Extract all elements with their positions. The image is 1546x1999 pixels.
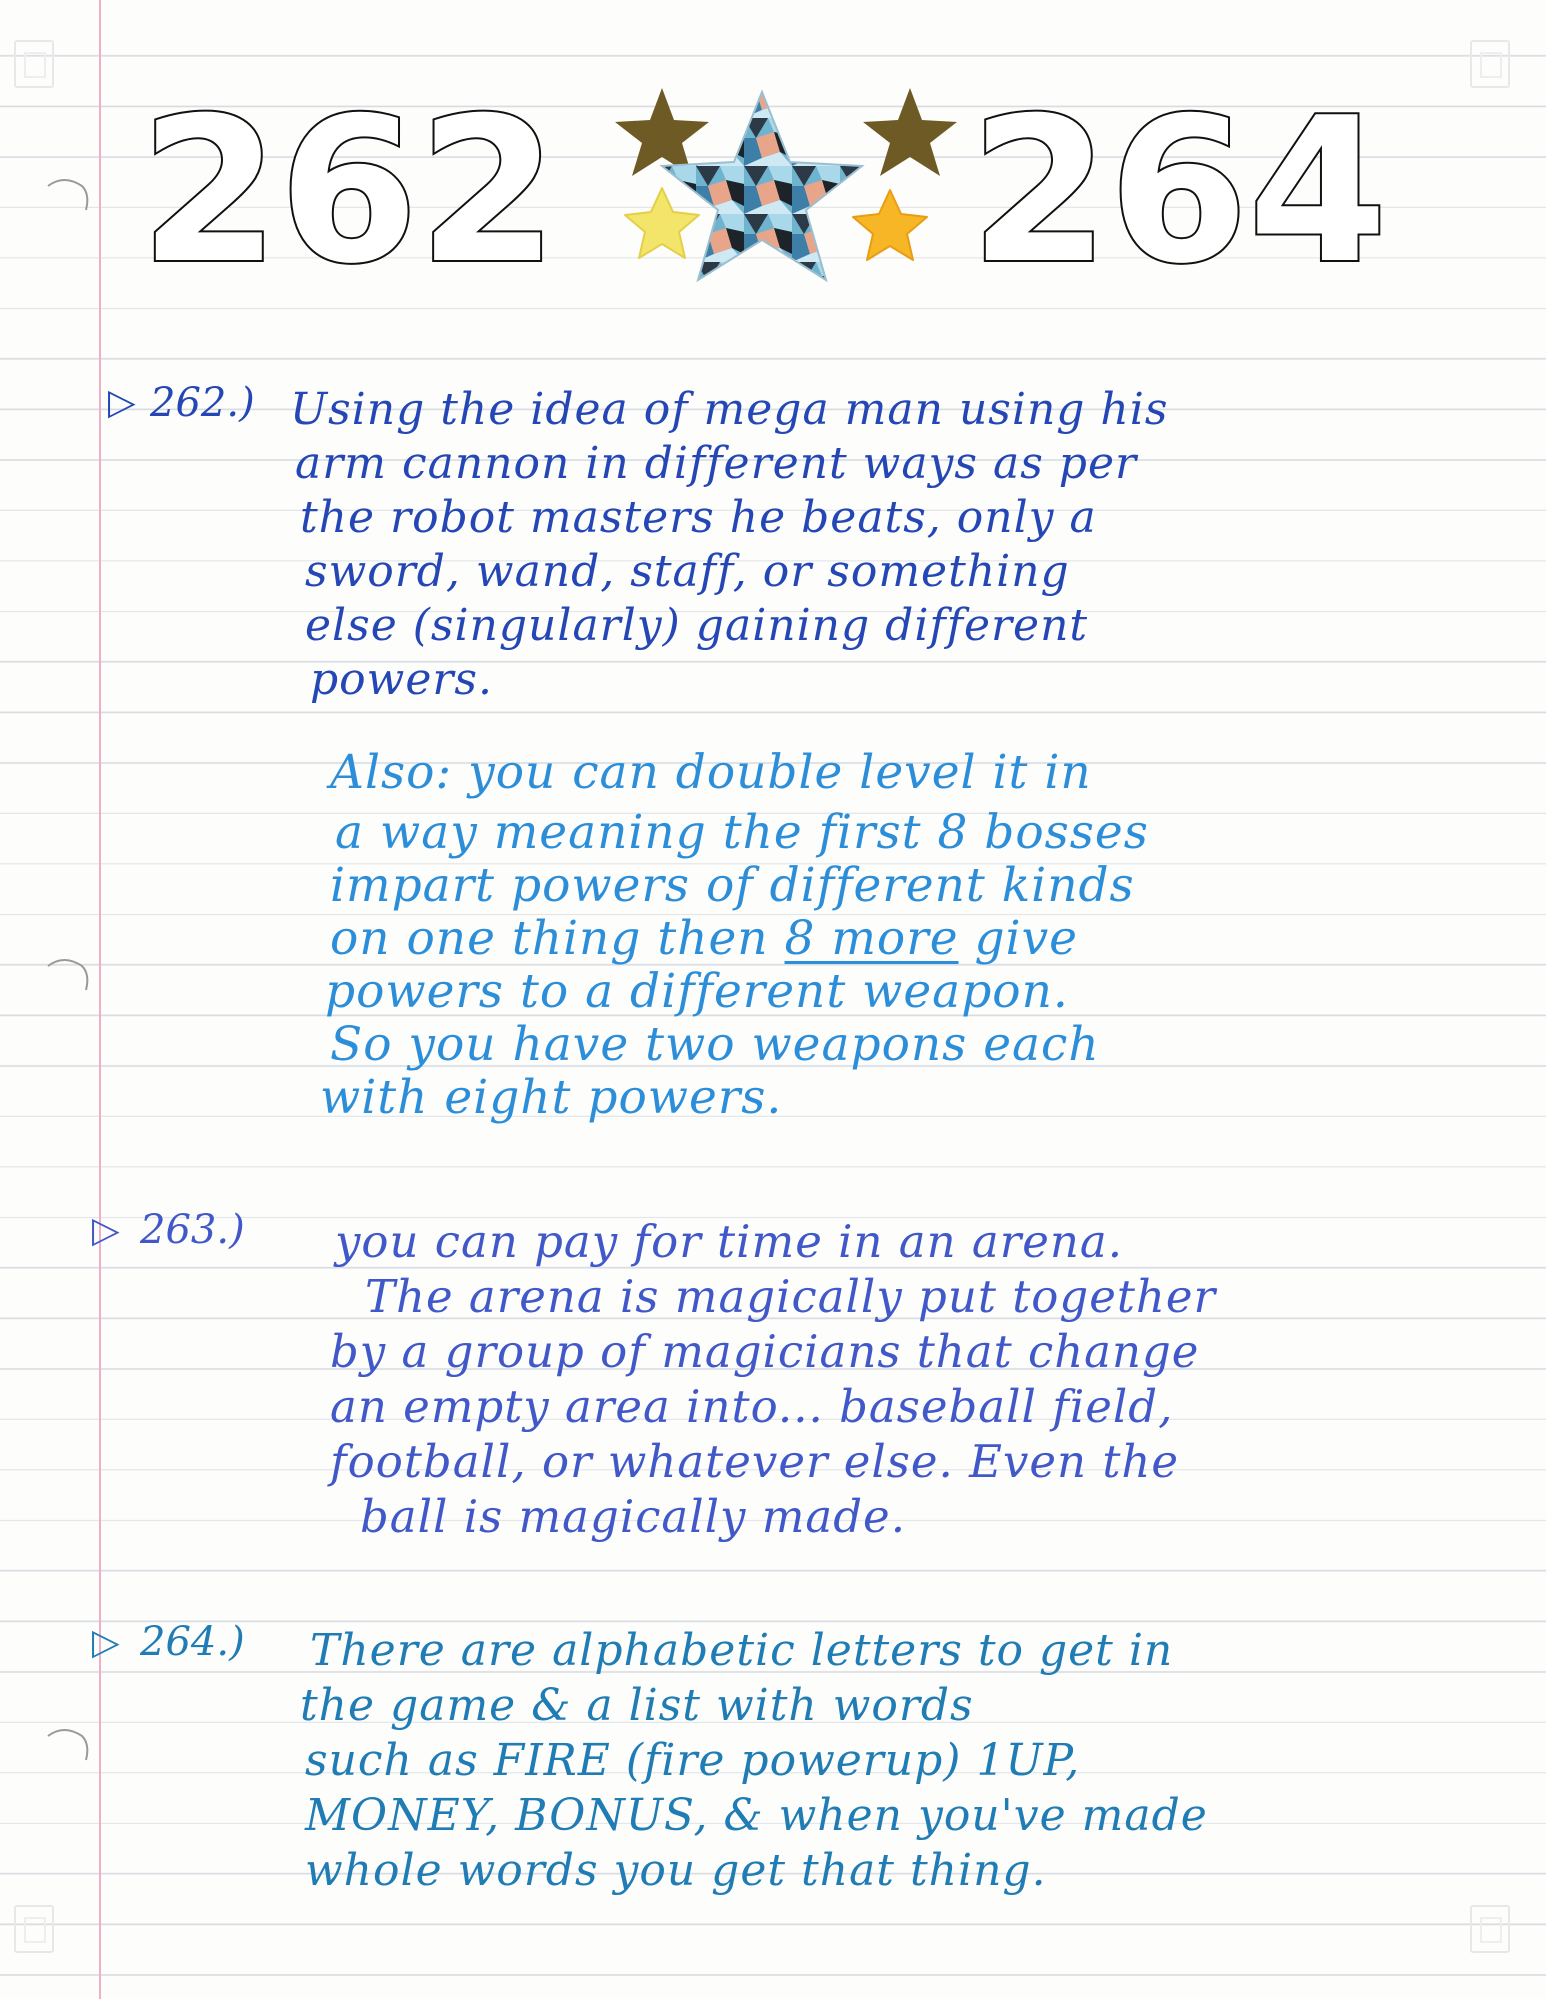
corner-mark <box>1470 1905 1510 1953</box>
corner-mark <box>14 40 54 88</box>
entry-text-line: The arena is magically put together <box>365 1270 1217 1323</box>
margin-line <box>99 0 101 1999</box>
yellow-star-icon <box>625 188 699 258</box>
entry-text-line: ball is magically made. <box>360 1490 906 1543</box>
note-text-line: So you have two weapons each <box>330 1017 1100 1072</box>
hole-punch-icon <box>40 952 96 1012</box>
entry-text-line: an empty area into... baseball field, <box>330 1380 1174 1433</box>
corner-mark <box>1470 40 1510 88</box>
entry-text-line: football, or whatever else. Even the <box>330 1435 1180 1488</box>
page-number-left: 262 <box>140 75 558 300</box>
entry-number: 264.) <box>140 1619 245 1665</box>
entry-text-line: you can pay for time in an arena. <box>335 1215 1124 1268</box>
mosaic-star-icon <box>662 92 862 280</box>
note-text-line <box>330 911 1078 966</box>
entry-text-line: whole words you get that thing. <box>305 1845 1047 1896</box>
entry-text-line: powers. <box>310 654 493 705</box>
note-text-line: with eight powers. <box>320 1070 783 1125</box>
underlined-text: 8 more <box>784 911 959 966</box>
entry-text-line: There are alphabetic letters to get in <box>310 1625 1174 1676</box>
triangle-bullet-icon: ▷ <box>92 1622 120 1663</box>
note-text-line: impart powers of different kinds <box>330 858 1135 913</box>
entry-text-line: the robot masters he beats, only a <box>300 492 1097 543</box>
entry-text-line: by a group of magicians that change <box>330 1325 1200 1378</box>
entry-text-line: Using the idea of mega man using his <box>290 384 1169 435</box>
triangle-bullet-icon: ▷ <box>108 382 136 423</box>
entry-text-line: else (singularly) gaining different <box>305 600 1089 651</box>
entry-number: 263.) <box>140 1207 245 1253</box>
entry-text-line: the game & a list with words <box>300 1680 974 1731</box>
note-text: give <box>974 911 1078 966</box>
note-text-line: Also: you can double level it in <box>330 745 1092 800</box>
triangle-bullet-icon: ▷ <box>92 1210 120 1251</box>
note-text-line: a way meaning the first 8 bosses <box>335 805 1149 860</box>
entry-text-line: MONEY, BONUS, & when you've made <box>305 1790 1208 1841</box>
note-text-line: powers to a different weapon. <box>325 964 1069 1019</box>
entry-text-line: such as FIRE (fire powerup) 1UP, <box>305 1735 1081 1786</box>
page-header <box>120 70 1410 300</box>
hole-punch-icon <box>40 172 96 232</box>
hole-punch-icon <box>40 1722 96 1782</box>
gold-star-icon <box>863 88 957 176</box>
orange-star-icon <box>853 190 927 260</box>
entry-number: 262.) <box>150 380 255 426</box>
gold-star-icon <box>615 88 709 176</box>
note-text: on one thing then <box>330 911 769 966</box>
corner-mark <box>14 1905 54 1953</box>
entry-text-line: arm cannon in different ways as per <box>295 438 1138 489</box>
entry-text-line: sword, wand, staff, or something <box>305 546 1070 597</box>
page-number-right: 264 <box>970 75 1388 300</box>
